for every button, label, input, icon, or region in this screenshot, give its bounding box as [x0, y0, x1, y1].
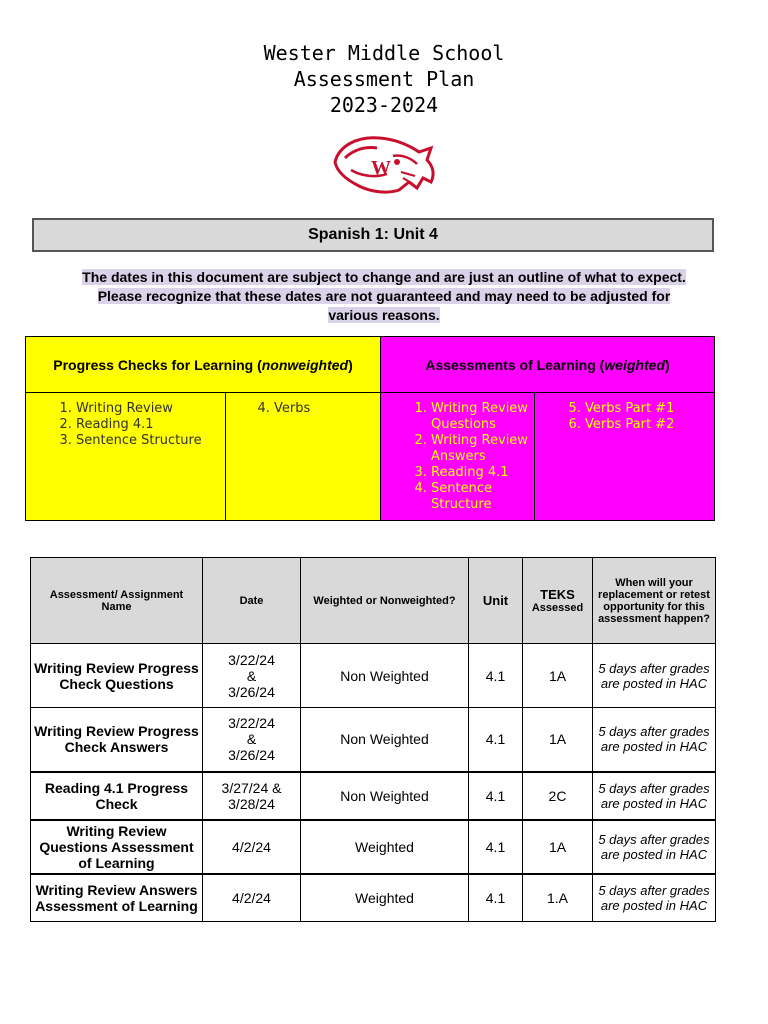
table-row: Reading 4.1 Progress Check 3/27/24 & 3/28/24 Non Weighted 4.1 2C 5 days after grades are posted in HAC	[31, 772, 716, 820]
list-item: 3. Sentence Structure	[76, 433, 225, 449]
list-item: 2. Reading 4.1	[76, 417, 225, 433]
header-teks: TEKS Assessed	[523, 558, 593, 644]
header-unit: Unit	[469, 558, 523, 644]
list-item: 1. Writing Review	[76, 401, 225, 417]
header-replacement: When will your replacement or retest opportunity for this assessment happen?	[593, 558, 716, 644]
list-item: 1. Writing Review Questions	[431, 401, 534, 433]
header-weighted: Weighted or Nonweighted?	[301, 558, 469, 644]
plan-title: Assessment Plan	[293, 67, 475, 91]
list-item: 2. Writing Review Answers	[431, 433, 534, 465]
progress-list-col2	[226, 393, 381, 520]
assessments-heading: Assessments of Learning ( weighted )	[381, 337, 714, 393]
disclaimer-notice	[80, 268, 688, 325]
list-item: 6. Verbs Part #2	[585, 417, 714, 433]
table-header-row	[31, 558, 716, 644]
assessment-plan-table	[30, 557, 716, 922]
progress-checks-heading: Progress Checks for Learning ( nonweighted )	[26, 337, 381, 393]
list-item: 5. Verbs Part #1	[585, 401, 714, 417]
table-row: Writing Review Progress Check Answers 3/22/24 & 3/26/24 Non Weighted 4.1 1A 5 days after grades are posted in HAC	[31, 708, 716, 772]
disclaimer-text: The dates in this document are subject to change and are just an outline of what to expect. Please recognize that these dates are not guaranteed and may need to be adjusted for various reasons.	[82, 269, 686, 323]
list-item: 3. Reading 4.1	[431, 465, 534, 481]
wildcat-logo-icon	[331, 132, 437, 196]
logo-letter: W	[371, 157, 391, 179]
unit-title-bar	[32, 218, 714, 252]
document-header	[0, 40, 768, 118]
school-name: Wester Middle School	[263, 41, 505, 65]
progress-list-col1	[26, 393, 226, 520]
table-row: Writing Review Progress Check Questions 3/22/24 & 3/26/24 Non Weighted 4.1 1A 5 days after grades are posted in HAC	[31, 644, 716, 708]
list-item: 4. Verbs	[274, 401, 380, 417]
header-name: Assessment/ Assignment Name	[31, 558, 203, 644]
list-item: 4. Sentence Structure	[431, 481, 534, 513]
assessment-summary-table	[25, 336, 715, 521]
assess-list-col1	[381, 393, 535, 520]
table-row: Writing Review Answers Assessment of Learning 4/2/24 Weighted 4.1 1.A 5 days after grades are posted in HAC	[31, 874, 716, 922]
unit-title: Spanish 1: Unit 4	[308, 226, 438, 243]
header-date: Date	[203, 558, 301, 644]
school-year: 2023-2024	[329, 93, 439, 117]
assess-list-col2	[535, 393, 714, 520]
table-row: Writing Review Questions Assessment of Learning 4/2/24 Weighted 4.1 1A 5 days after grades are posted in HAC	[31, 820, 716, 874]
